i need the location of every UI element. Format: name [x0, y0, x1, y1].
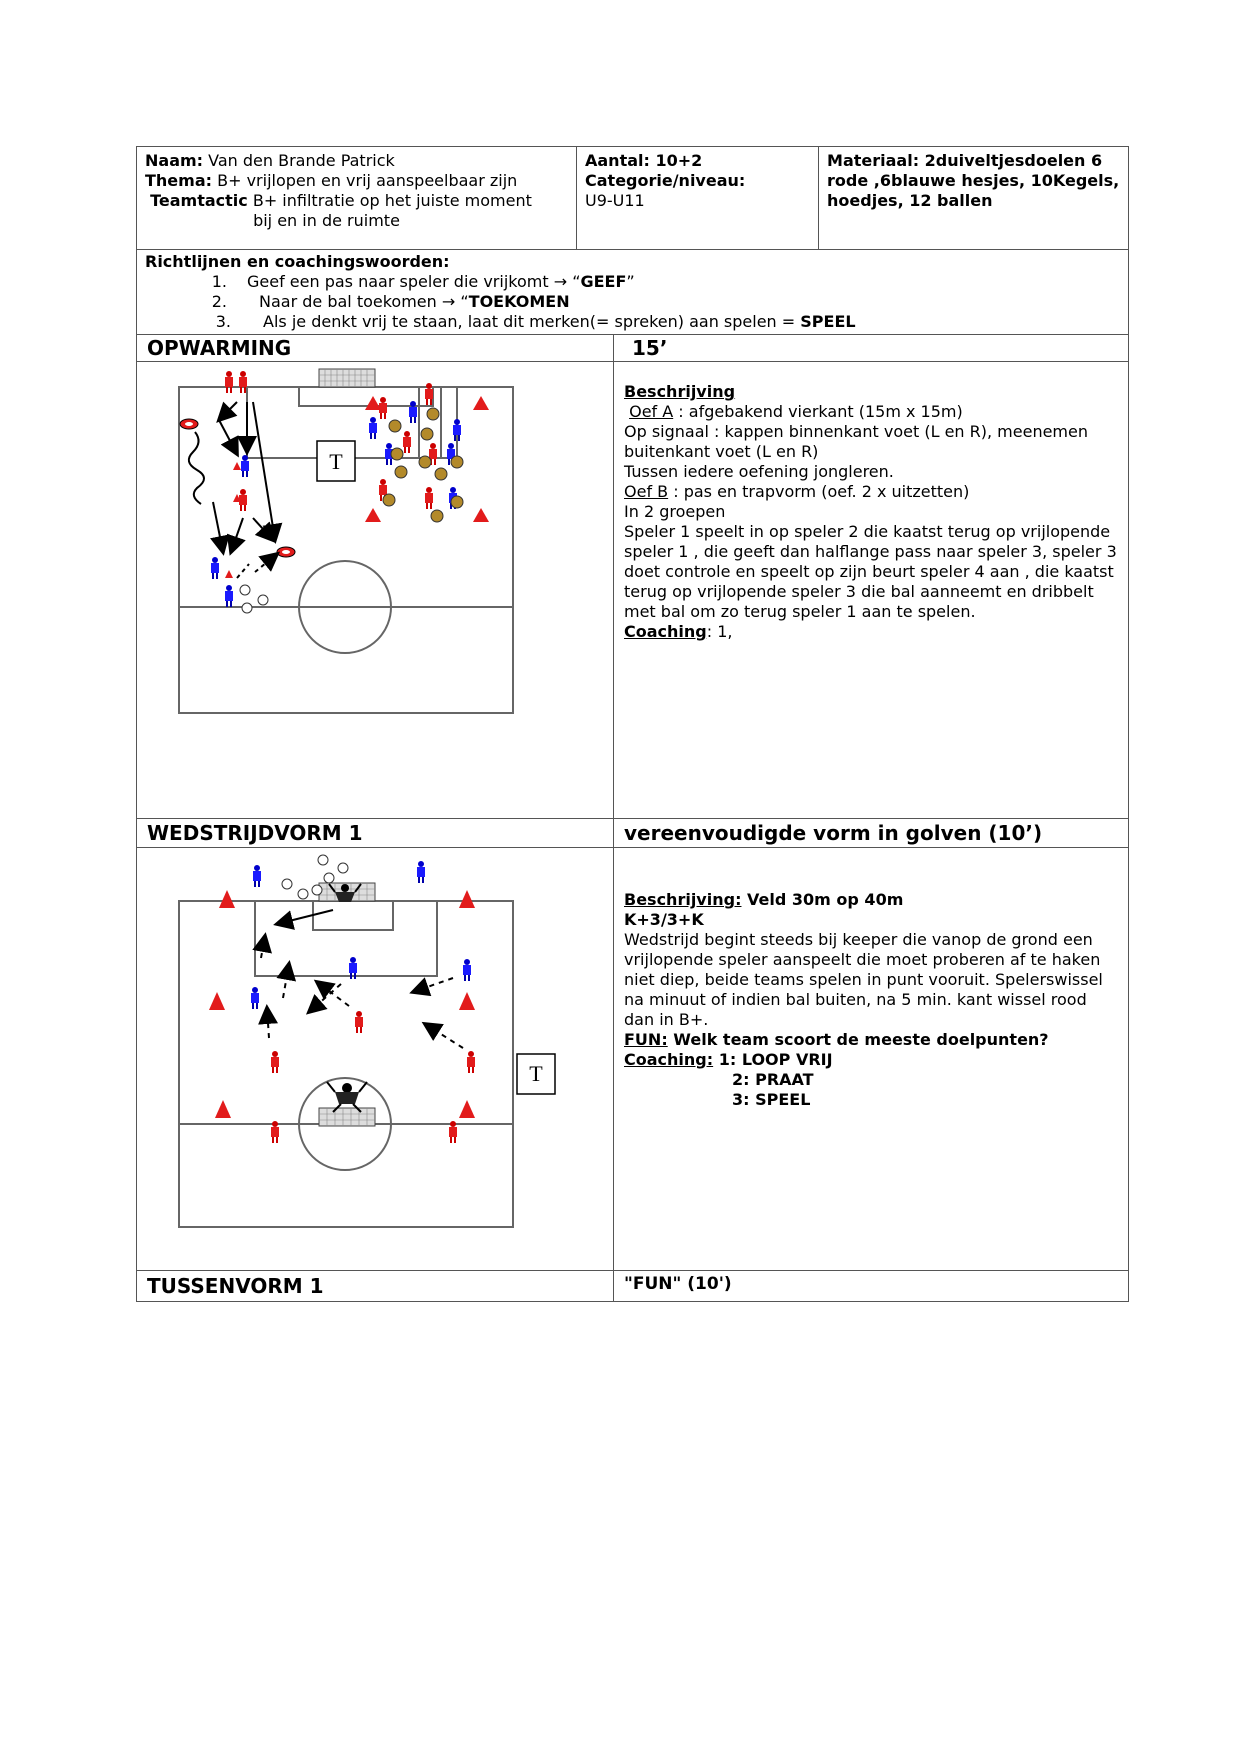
opwarming-time: 15’ — [614, 335, 1129, 362]
thema-value: B+ vrijlopen en vrij aanspeelbaar zijn — [212, 171, 518, 190]
coaching-3: 3: SPEEL — [732, 1090, 811, 1109]
wedstrijdvorm-text: Wedstrijd begint steeds bij keeper die vanop de grond een vrijlopende speler aanspeelt die moet proberen af te haken niet diep, beide teams spelen in punt vooruit. Spelerswissel na minuut of indien bal buiten, na 5 min. kant wissel rood dan in B+. — [624, 930, 1103, 1029]
field-outline — [179, 387, 513, 713]
wedstrijdvorm-title-row — [137, 819, 1129, 848]
cone-icon — [225, 396, 489, 578]
thema-label: Thema: — [145, 171, 213, 190]
naam-cell — [137, 147, 577, 250]
k-line: K+3/3+K — [624, 910, 704, 929]
categorie-label: Categorie/niveau: — [585, 171, 746, 190]
categorie-value: U9-U11 — [585, 191, 645, 210]
opwarming-content-row — [137, 362, 1129, 819]
opwarming-title: OPWARMING — [137, 335, 614, 362]
penalty-box — [255, 901, 437, 976]
ball-icon — [240, 585, 268, 613]
tussenvorm-subtitle: "FUN" (10') — [614, 1271, 1129, 1302]
richtlijnen-title: Richtlijnen en coachingswoorden: — [145, 252, 450, 271]
opwarming-line-4: Speler 1 speelt in op speler 2 die kaatst terug op vrijlopende speler 1 , die geeft dan halflange pass naar speler 3, speler 3 doet controle en speelt op zijn beurt speler 4 aan , die kaatst terug op vrijlopende speler 3 die bal aanneemt en dribbelt met bal om zo terug speler 1 aan te spelen. — [624, 522, 1117, 621]
coaching-label-2: Coaching: — [624, 1050, 714, 1069]
trainer-label: T — [329, 449, 343, 474]
fun-label: FUN: — [624, 1030, 668, 1049]
opwarming-line-2: Tussen iedere oefening jongleren. — [624, 462, 894, 481]
wedstrijdvorm-description — [614, 848, 1129, 1271]
wedstrijdvorm-field-svg — [137, 848, 614, 1270]
goal-net-icon — [319, 1108, 375, 1126]
richtlijnen-row — [137, 250, 1129, 335]
materiaal-text: Materiaal: 2duiveltjesdoelen 6 rode ,6blauwe hesjes, 10Kegels, hoedjes, 12 ballen — [827, 151, 1120, 210]
oef-b-text: : pas en trapvorm (oef. 2 x uitzetten) — [668, 482, 970, 501]
fun-text: Welk team scoort de meeste doelpunten? — [667, 1030, 1049, 1049]
wedstrijdvorm-title: WEDSTRIJDVORM 1 — [137, 819, 614, 848]
tussenvorm-row — [137, 1271, 1129, 1302]
training-table — [136, 146, 1129, 1302]
teamtactic-value: B+ infiltratie op het juiste moment — [247, 191, 532, 210]
header-row — [137, 147, 1129, 250]
opwarming-diagram-cell — [137, 362, 614, 819]
wedstrijdvorm-diagram-cell — [137, 848, 614, 1271]
opwarming-title-row — [137, 335, 1129, 362]
opwarming-field-svg — [137, 362, 614, 818]
goal-area — [313, 901, 393, 930]
coaching-label: Coaching — [624, 622, 707, 641]
coaching-2: 2: PRAAT — [732, 1070, 814, 1089]
materiaal-cell — [819, 147, 1129, 250]
opwarming-line-3: In 2 groepen — [624, 502, 726, 521]
wedstrijdvorm-subtitle: vereenvoudigde vorm in golven (10’) — [614, 819, 1129, 848]
naam-value: Van den Brande Patrick — [203, 151, 395, 170]
list-item: 2. Naar de bal toekomen → “TOEKOMEN — [211, 292, 570, 311]
richtlijnen-cell — [137, 250, 1129, 335]
coaching-text: : 1, — [706, 622, 733, 641]
list-item: 1. Geef een pas naar speler die vrijkomt → “GEEF” — [211, 272, 635, 291]
aantal-label: Aantal: 10+2 — [585, 151, 703, 170]
list-item: 3. Als je denkt vrij te staan, laat dit merken(= spreken) aan spelen = SPEEL — [215, 312, 856, 331]
beschrijving-label: Beschrijving — [624, 382, 736, 401]
goal-net-icon — [319, 369, 375, 387]
oef-b-label: Oef B — [624, 482, 669, 501]
richtlijnen-list — [145, 272, 1120, 332]
training-sheet — [136, 146, 1128, 1302]
teamtactic-label: Teamtactic — [150, 191, 248, 210]
opwarming-diagram — [137, 362, 613, 818]
naam-label: Naam: — [145, 151, 204, 170]
oef-a-text: : afgebakend vierkant (15m x 15m) — [673, 402, 963, 421]
coaching-1: 1: LOOP VRIJ — [713, 1050, 833, 1069]
opwarming-description — [614, 362, 1129, 819]
opwarming-line-1: Op signaal : kappen binnenkant voet (L en R), meenemen buitenkant voet (L en R) — [624, 422, 1088, 461]
beschrijving-text-2: Veld 30m op 40m — [741, 890, 904, 909]
cone-icon — [209, 890, 475, 1118]
beschrijving-label-2: Beschrijving: — [624, 890, 742, 909]
wedstrijdvorm-content-row — [137, 848, 1129, 1271]
wedstrijdvorm-diagram — [137, 848, 613, 1270]
aantal-cell — [577, 147, 819, 250]
field-outline — [179, 901, 513, 1227]
oef-a-label: Oef A — [629, 402, 674, 421]
tussenvorm-title: TUSSENVORM 1 — [137, 1271, 614, 1302]
trainer-label: T — [529, 1061, 543, 1086]
teamtactic-value-2: bij en in de ruimte — [253, 211, 400, 230]
